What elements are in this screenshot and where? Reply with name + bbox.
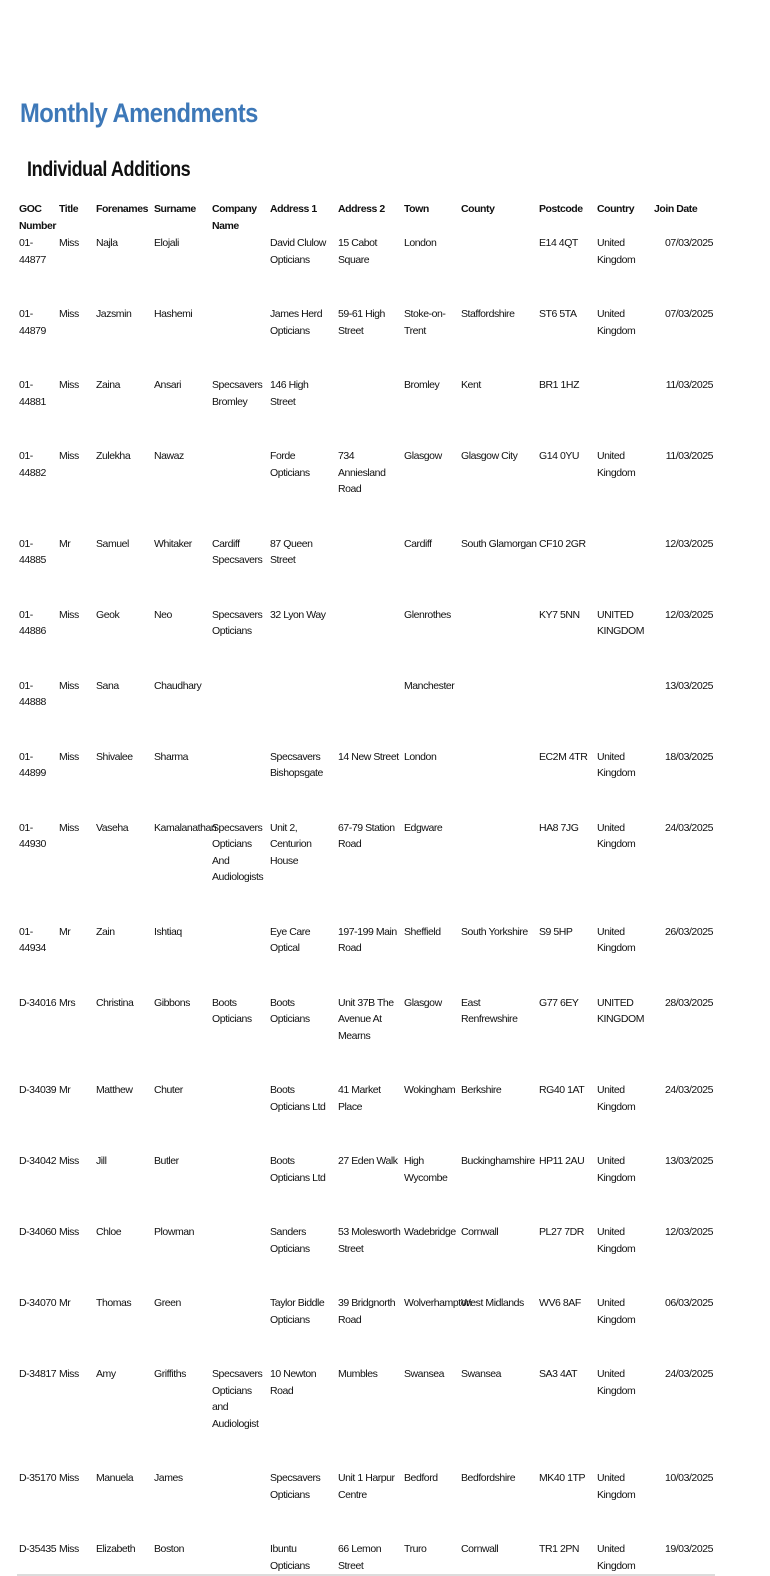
cell-county: Cornwall: [461, 1226, 499, 1238]
cell-address-2: 27 Eden Walk: [338, 1155, 398, 1167]
cell-company-name: Specsavers Opticians And Audiologists: [212, 821, 264, 883]
cell-town: Manchester: [404, 679, 455, 692]
cell-company-name: Specsavers Opticians and Audiologist: [212, 1368, 263, 1430]
cell-county: [459, 569, 537, 640]
table-body: [17, 235, 715, 1574]
cell-county: Kent: [461, 379, 481, 391]
cell-company-name: Cardiff Specsavers: [212, 537, 263, 566]
cell-title: Mr: [59, 1084, 71, 1096]
cell-goc-number: D-35435: [19, 1543, 57, 1555]
cell-address-1: Specsavers Opticians: [270, 1472, 321, 1501]
cell-address-2: [336, 339, 402, 410]
cell-address-1: [268, 640, 336, 711]
cell-county: [459, 711, 537, 782]
cell-title: Miss: [59, 237, 79, 249]
cell-town: Truro: [404, 1543, 427, 1555]
cell-join-date: 07/03/2025: [664, 237, 713, 249]
cell-town: Bromley: [404, 379, 440, 391]
cell-address-2: Unit 37B The Avenue At Mearns: [338, 996, 394, 1042]
cell-company-name: [210, 1044, 268, 1115]
cell-company-name: [210, 1115, 268, 1186]
cell-surname: Chuter: [154, 1084, 183, 1096]
cell-join-date: 11/03/2025: [665, 379, 713, 391]
header-forenames: Forenames: [96, 203, 148, 215]
cell-forenames: Jazsmin: [96, 308, 132, 320]
cell-surname: Neo: [154, 608, 172, 621]
cell-county: Swansea: [461, 1368, 502, 1380]
cell-country: [595, 498, 652, 569]
cell-address-1: Forde Opticians: [270, 450, 310, 479]
additions-table-container: [17, 198, 715, 1576]
cell-join-date: 12/03/2025: [664, 1226, 713, 1238]
cell-county: Bedfordshire: [461, 1472, 516, 1484]
cell-surname: Ishtiaq: [154, 925, 182, 938]
cell-postcode: E14 4QT: [539, 237, 578, 249]
table-header-row: [17, 198, 715, 235]
cell-address-1: Boots Opticians: [270, 996, 310, 1025]
cell-address-2: 67-79 Station Road: [338, 821, 395, 850]
cell-company-name: [210, 886, 268, 957]
cell-address-2: 197-199 Main Road: [338, 925, 397, 954]
cell-postcode: BR1 1HZ: [539, 379, 580, 391]
cell-country: [595, 640, 652, 711]
cell-company-name: [210, 1257, 268, 1328]
cell-title: Miss: [59, 1226, 79, 1238]
cell-title: Miss: [59, 308, 79, 320]
cell-forenames: Zain: [96, 925, 115, 938]
cell-country: United Kingdom: [597, 308, 636, 337]
cell-address-2: 66 Lemon Street: [338, 1543, 382, 1572]
cell-town: Edgware: [404, 821, 443, 834]
cell-address-1: David Clulow Opticians: [270, 237, 326, 266]
cell-join-date: 07/03/2025: [664, 308, 713, 320]
cell-postcode: WV6 8AF: [539, 1297, 581, 1309]
cell-company-name: [210, 1432, 268, 1503]
cell-town: Wadebridge: [404, 1226, 456, 1238]
cell-title: Miss: [59, 1368, 79, 1380]
cell-address-1: James Herd Opticians: [270, 308, 323, 337]
cell-address-2: 14 New Street: [338, 750, 399, 763]
cell-surname: Kamalanathan: [154, 821, 217, 834]
cell-title: Miss: [59, 450, 79, 462]
cell-forenames: Jill: [96, 1155, 107, 1167]
cell-forenames: Amy: [96, 1368, 116, 1380]
cell-county: East Renfrewshire: [461, 996, 518, 1025]
cell-join-date: 26/03/2025: [664, 925, 713, 938]
cell-postcode: HP11 2AU: [539, 1155, 585, 1167]
cell-join-date: 24/03/2025: [664, 1368, 713, 1380]
cell-town: Cardiff: [404, 537, 432, 550]
cell-address-2: [336, 569, 402, 640]
table-row: [17, 640, 715, 711]
cell-postcode: ST6 5TA: [539, 308, 577, 320]
cell-county: Berkshire: [461, 1084, 502, 1096]
section-title: Individual Additions: [27, 158, 191, 181]
cell-goc-number: 01-44882: [19, 450, 46, 479]
cell-goc-number: 01-44881: [19, 379, 46, 408]
header-county: County: [461, 203, 495, 215]
cell-join-date: 06/03/2025: [664, 1297, 713, 1309]
table-row: [17, 268, 715, 339]
cell-address-1: 87 Queen Street: [270, 537, 313, 566]
cell-forenames: Sana: [96, 679, 119, 692]
header-address-1: Address 1: [270, 203, 317, 215]
cell-country: United Kingdom: [597, 1368, 636, 1397]
cell-address-2: 15 Cabot Square: [338, 237, 378, 266]
cell-county: South Glamorgan: [461, 537, 537, 550]
cell-surname: Gibbons: [154, 996, 190, 1009]
cell-surname: Sharma: [154, 750, 189, 763]
cell-goc-number: 01-44888: [19, 679, 46, 708]
table-row: [17, 1503, 715, 1574]
cell-goc-number: 01-44885: [19, 537, 46, 566]
header-goc-number: GOC Number: [19, 203, 56, 232]
cell-title: Miss: [59, 750, 79, 763]
cell-postcode: PL27 7DR: [539, 1226, 584, 1238]
cell-title: Miss: [59, 1472, 79, 1484]
cell-title: Mr: [59, 925, 71, 938]
cell-forenames: Chloe: [96, 1226, 122, 1238]
cell-country: United Kingdom: [597, 1084, 636, 1113]
cell-country: United Kingdom: [597, 821, 636, 850]
cell-town: Glasgow: [404, 996, 442, 1009]
header-country: Country: [597, 203, 635, 215]
cell-title: Miss: [59, 679, 79, 692]
cell-postcode: KY7 5NN: [539, 608, 580, 621]
cell-company-name: [210, 1503, 268, 1574]
cell-town: Wolverhampton: [404, 1297, 472, 1309]
cell-county: Cornwall: [461, 1543, 499, 1555]
cell-goc-number: D-34070: [19, 1297, 57, 1309]
cell-postcode: TR1 2PN: [539, 1543, 580, 1555]
cell-join-date: 13/03/2025: [664, 1155, 713, 1167]
table-row: [17, 886, 715, 957]
cell-surname: Boston: [154, 1543, 184, 1555]
cell-address-1: 32 Lyon Way: [270, 608, 326, 621]
cell-join-date: 10/03/2025: [664, 1472, 713, 1484]
header-address-2: Address 2: [338, 203, 385, 215]
cell-surname: Butler: [154, 1155, 179, 1167]
table-row: [17, 711, 715, 782]
cell-county: Glasgow City: [461, 450, 518, 462]
cell-postcode: [537, 640, 595, 711]
cell-town: Stoke-on-Trent: [404, 308, 446, 337]
cell-forenames: Vaseha: [96, 821, 129, 834]
cell-forenames: Christina: [96, 996, 134, 1009]
cell-forenames: Samuel: [96, 537, 129, 550]
cell-goc-number: D-35170: [19, 1472, 57, 1484]
cell-company-name: Specsavers Opticians: [212, 608, 263, 637]
table-row: [17, 957, 715, 1045]
table-row: [17, 782, 715, 886]
cell-postcode: RG40 1AT: [539, 1084, 585, 1096]
cell-country: United Kingdom: [597, 1226, 636, 1255]
cell-postcode: S9 5HP: [539, 925, 573, 938]
cell-company-name: [210, 711, 268, 782]
cell-forenames: Geok: [96, 608, 120, 621]
cell-join-date: 28/03/2025: [664, 996, 713, 1009]
cell-country: UNITED KINGDOM: [597, 996, 645, 1025]
cell-address-2: [336, 498, 402, 569]
cell-address-1: Eye Care Optical: [270, 925, 311, 954]
table-row: [17, 410, 715, 498]
cell-join-date: 11/03/2025: [665, 450, 713, 462]
cell-company-name: [210, 1186, 268, 1257]
additions-table: [17, 198, 715, 1574]
cell-join-date: 13/03/2025: [664, 679, 713, 692]
cell-address-2: [336, 640, 402, 711]
cell-join-date: 24/03/2025: [664, 821, 713, 834]
cell-address-2: 39 Bridgnorth Road: [338, 1297, 396, 1326]
cell-surname: Elojali: [154, 237, 179, 249]
cell-town: Sheffield: [404, 925, 441, 938]
cell-county: [459, 782, 537, 886]
cell-forenames: Zulekha: [96, 450, 131, 462]
cell-county: Staffordshire: [461, 308, 515, 320]
table-row: [17, 1186, 715, 1257]
cell-postcode: G14 0YU: [539, 450, 580, 462]
cell-town: Swansea: [404, 1368, 445, 1380]
cell-forenames: Shivalee: [96, 750, 133, 763]
cell-title: Miss: [59, 608, 79, 621]
cell-postcode: CF10 2GR: [539, 537, 586, 550]
cell-county: [459, 235, 537, 268]
cell-goc-number: 01-44886: [19, 608, 46, 637]
cell-join-date: 12/03/2025: [664, 608, 713, 621]
cell-surname: Griffiths: [154, 1368, 186, 1380]
cell-goc-number: 01-44930: [19, 821, 46, 850]
table-row: [17, 498, 715, 569]
cell-address-2: 53 Molesworth Street: [338, 1226, 401, 1255]
cell-town: London: [404, 237, 437, 249]
cell-address-1: Specsavers Bishopsgate: [270, 750, 323, 779]
cell-town: Glasgow: [404, 450, 442, 462]
cell-country: United Kingdom: [597, 750, 636, 779]
cell-county: [459, 640, 537, 711]
cell-company-name: [210, 235, 268, 268]
cell-join-date: 24/03/2025: [664, 1084, 713, 1096]
cell-surname: James: [154, 1472, 183, 1484]
cell-country: United Kingdom: [597, 450, 636, 479]
cell-country: United Kingdom: [597, 1297, 636, 1326]
table-row: [17, 1432, 715, 1503]
cell-title: Mrs: [59, 996, 76, 1009]
cell-forenames: Najla: [96, 237, 118, 249]
cell-surname: Green: [154, 1297, 181, 1309]
cell-surname: Chaudhary: [154, 679, 202, 692]
cell-goc-number: 01-44879: [19, 308, 46, 337]
cell-address-1: 146 High Street: [270, 379, 309, 408]
cell-postcode: HA8 7JG: [539, 821, 579, 834]
cell-postcode: G77 6EY: [539, 996, 579, 1009]
cell-address-2: 734 Anniesland Road: [338, 450, 386, 495]
header-join-date: Join Date: [654, 203, 698, 215]
cell-country: United Kingdom: [597, 1155, 636, 1184]
table-row: [17, 1044, 715, 1115]
cell-address-1: Ibuntu Opticians: [270, 1543, 310, 1572]
cell-join-date: 18/03/2025: [664, 750, 713, 763]
table-row: [17, 339, 715, 410]
table-row: [17, 235, 715, 268]
cell-country: UNITED KINGDOM: [597, 608, 645, 637]
cell-county: South Yorkshire: [461, 925, 528, 938]
header-title: Title: [59, 203, 79, 215]
header-company-name: Company Name: [212, 203, 257, 232]
cell-town: High Wycombe: [404, 1155, 448, 1184]
cell-company-name: Specsavers Bromley: [212, 379, 263, 408]
header-postcode: Postcode: [539, 203, 583, 215]
cell-forenames: Manuela: [96, 1472, 134, 1484]
page-title: Monthly Amendments: [20, 98, 258, 128]
cell-title: Miss: [59, 379, 79, 391]
cell-country: United Kingdom: [597, 237, 636, 266]
cell-forenames: Zaina: [96, 379, 121, 391]
cell-address-2: Mumbles: [338, 1368, 378, 1380]
cell-address-1: Taylor Biddle Opticians: [270, 1297, 325, 1326]
cell-town: Bedford: [404, 1472, 438, 1484]
cell-goc-number: D-34039: [19, 1084, 57, 1096]
cell-town: London: [404, 750, 437, 763]
cell-company-name: [210, 410, 268, 498]
cell-address-1: Boots Opticians Ltd: [270, 1155, 326, 1184]
cell-join-date: 19/03/2025: [664, 1543, 713, 1555]
cell-surname: Nawaz: [154, 450, 184, 462]
cell-company-name: Boots Opticians: [212, 996, 252, 1025]
cell-goc-number: D-34016: [19, 996, 57, 1009]
cell-postcode: MK40 1TP: [539, 1472, 586, 1484]
cell-postcode: EC2M 4TR: [539, 750, 588, 763]
cell-surname: Ansari: [154, 379, 182, 391]
cell-goc-number: D-34060: [19, 1226, 57, 1238]
cell-forenames: Matthew: [96, 1084, 133, 1096]
cell-goc-number: 01-44877: [19, 237, 46, 266]
cell-title: Miss: [59, 821, 79, 834]
header-town: Town: [404, 203, 429, 215]
cell-goc-number: 01-44899: [19, 750, 46, 779]
table-row: [17, 1115, 715, 1186]
table-row: [17, 1257, 715, 1328]
cell-surname: Plowman: [154, 1226, 195, 1238]
cell-address-2: 41 Market Place: [338, 1084, 381, 1113]
cell-county: Buckinghamshire: [461, 1155, 535, 1167]
cell-country: United Kingdom: [597, 925, 636, 954]
cell-surname: Hashemi: [154, 308, 193, 320]
cell-company-name: [210, 640, 268, 711]
cell-address-1: 10 Newton Road: [270, 1368, 317, 1397]
cell-address-2: Unit 1 Harpur Centre: [338, 1472, 395, 1501]
cell-title: Miss: [59, 1155, 79, 1167]
cell-town: Wokingham: [404, 1084, 456, 1096]
cell-forenames: Elizabeth: [96, 1543, 136, 1555]
cell-county: West Midlands: [461, 1297, 524, 1309]
cell-goc-number: D-34042: [19, 1155, 57, 1167]
table-row: [17, 569, 715, 640]
cell-surname: Whitaker: [154, 537, 192, 550]
cell-country: [595, 339, 652, 410]
cell-country: United Kingdom: [597, 1543, 636, 1572]
cell-address-1: Boots Opticians Ltd: [270, 1084, 326, 1113]
cell-address-2: 59-61 High Street: [338, 308, 385, 337]
cell-goc-number: D-34817: [19, 1368, 57, 1380]
cell-join-date: 12/03/2025: [664, 537, 713, 550]
cell-goc-number: 01-44934: [19, 925, 46, 954]
cell-address-1: Sanders Opticians: [270, 1226, 310, 1255]
cell-forenames: Thomas: [96, 1297, 132, 1309]
cell-title: Mr: [59, 537, 71, 550]
cell-title: Mr: [59, 1297, 71, 1309]
cell-town: Glenrothes: [404, 608, 451, 621]
header-surname: Surname: [154, 203, 196, 215]
table-row: [17, 1328, 715, 1432]
cell-address-1: Unit 2, Centurion House: [270, 821, 312, 867]
cell-company-name: [210, 268, 268, 339]
cell-country: United Kingdom: [597, 1472, 636, 1501]
cell-title: Miss: [59, 1543, 79, 1555]
cell-postcode: SA3 4AT: [539, 1368, 578, 1380]
